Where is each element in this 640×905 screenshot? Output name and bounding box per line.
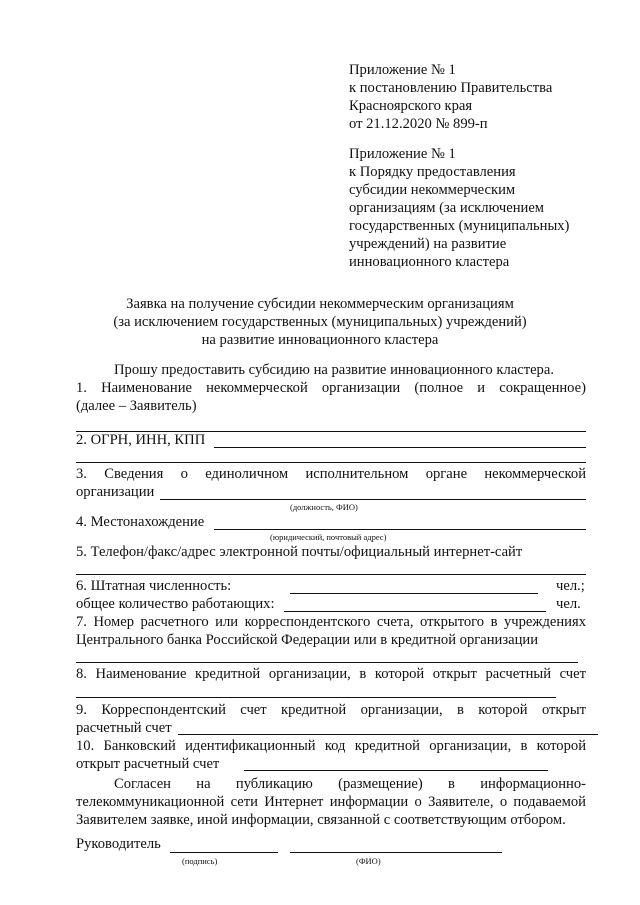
appendix-2-line-3: субсидии некоммерческим — [349, 182, 516, 198]
item-3-line-2: организации — [76, 484, 155, 500]
consent-line-2: телекоммуникационной сети Интернет информации о Заявителе, о подаваемой — [76, 794, 586, 810]
signature-label: Руководитель — [76, 836, 161, 852]
consent-line-3: Заявителем заявке, иной информации, связанной с соответствующим отбором. — [76, 812, 566, 828]
item-2-label: 2. ОГРН, ИНН, КПП — [76, 432, 206, 448]
appendix-2-line-5: государственных (муниципальных) — [349, 218, 570, 234]
appendix-2-line-7: инновационного кластера — [349, 254, 510, 270]
item-7-fill-line[interactable] — [76, 662, 578, 663]
item-1-line-1: 1. Наименование некоммерческой организации (полное и сокращенное) — [76, 380, 586, 396]
name-line[interactable] — [290, 852, 502, 853]
appendix-2-line-6: учреждений) на развитие — [349, 236, 507, 252]
item-10-fill-line[interactable] — [244, 770, 548, 771]
item-9-line-2: расчетный счет — [76, 720, 172, 736]
item-3-hint: (должность, ФИО) — [290, 502, 358, 512]
item-6-total-unit: чел. — [556, 596, 581, 612]
item-6-total-label: общее количество работающих: — [76, 596, 275, 612]
appendix-1-line-1: Приложение № 1 — [349, 62, 456, 78]
item-6-unit: чел.; — [556, 578, 585, 594]
request-text: Прошу предоставить субсидию на развитие инновационного кластера. — [114, 362, 554, 378]
appendix-2-line-4: организациям (за исключением — [349, 200, 545, 216]
item-2-fill-line[interactable] — [214, 447, 586, 448]
appendix-1-line-4: от 21.12.2020 № 899-п — [349, 116, 488, 132]
name-hint: (ФИО) — [356, 856, 381, 866]
title-line-2: (за исключением государственных (муниципальных) учреждений) — [113, 314, 527, 330]
title-line-1: Заявка на получение субсидии некоммерческим организациям — [126, 296, 514, 312]
consent-line-1: Согласен на публикацию (размещение) в информационно- — [114, 776, 586, 792]
item-8-label: 8. Наименование кредитной организации, в которой открыт расчетный счет — [76, 666, 586, 682]
item-7-line-1: 7. Номер расчетного или корреспондентского счета, открытого в учреждениях — [76, 614, 586, 630]
item-5-fill-line[interactable] — [76, 574, 586, 575]
item-10-line-1: 10. Банковский идентификационный код кредитной организации, в которой — [76, 738, 586, 754]
signature-hint: (подпись) — [182, 856, 218, 866]
title-line-3: на развитие инновационного кластера — [201, 332, 439, 348]
item-4-fill-line[interactable] — [214, 529, 586, 530]
item-2-fill-line-2[interactable] — [76, 462, 586, 463]
appendix-1-line-3: Красноярского края — [349, 98, 473, 114]
signature-line[interactable] — [170, 852, 278, 853]
item-6-total-fill-line[interactable] — [284, 611, 546, 612]
item-4-hint: (юридический, почтовый адрес) — [270, 532, 387, 542]
item-8-fill-line[interactable] — [76, 697, 556, 698]
item-1-line-2: (далее – Заявитель) — [76, 398, 197, 414]
item-9-line-1: 9. Корреспондентский счет кредитной организации, в которой открыт — [76, 702, 586, 718]
item-7-line-2: Центрального банка Российской Федерации или в кредитной организации — [76, 632, 539, 648]
appendix-2-line-2: к Порядку предоставления — [349, 164, 516, 180]
item-5-label: 5. Телефон/факс/адрес электронной почты/официальный интернет-сайт — [76, 544, 523, 560]
item-9-fill-line[interactable] — [178, 734, 598, 735]
item-4-label: 4. Местонахождение — [76, 514, 205, 530]
item-3-line-1: 3. Сведения о единоличном исполнительном органе некоммерческой — [76, 466, 586, 482]
appendix-2-line-1: Приложение № 1 — [349, 146, 456, 162]
item-6-fill-line[interactable] — [290, 593, 538, 594]
item-6-label: 6. Штатная численность: — [76, 578, 232, 594]
item-3-fill-line[interactable] — [160, 499, 586, 500]
item-10-line-2: открыт расчетный счет — [76, 756, 220, 772]
appendix-1-line-2: к постановлению Правительства — [349, 80, 553, 96]
